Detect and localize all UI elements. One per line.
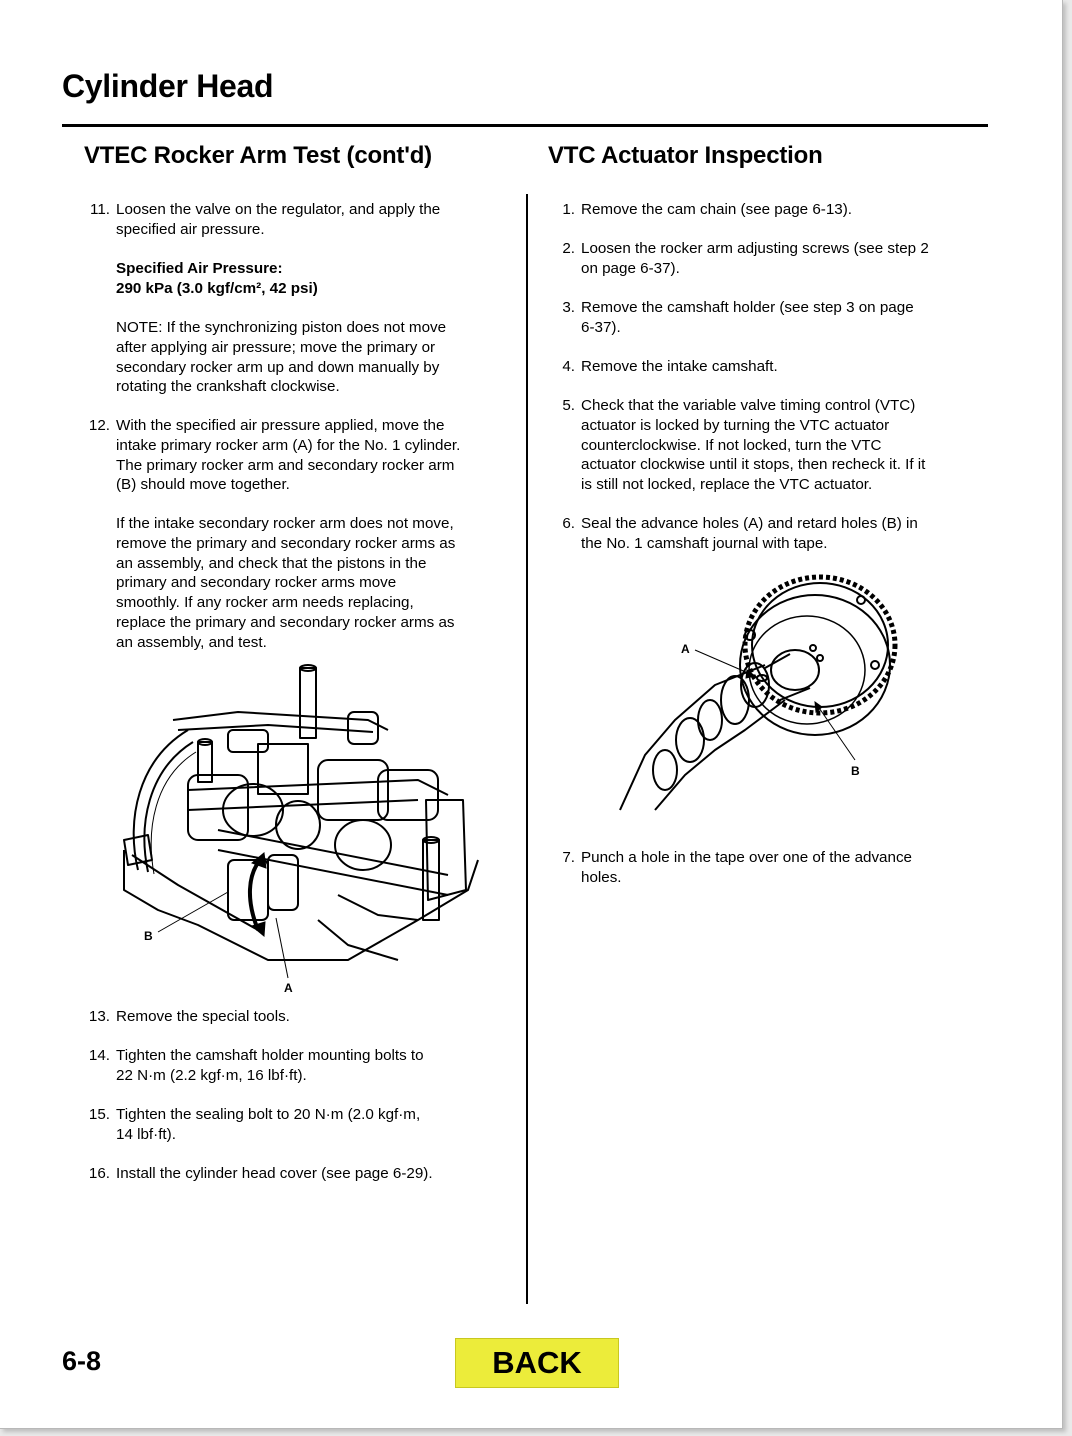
step-number: 7. (562, 849, 575, 866)
step-text: Seal the advance holes (A) and retard holes (B) in the No. 1 camshaft journal with tape. (581, 515, 918, 552)
figure-label-a: A (284, 981, 293, 995)
step-number: 12. (88, 417, 110, 434)
note-text: NOTE: If the synchronizing piston does not move after applying air pressure; move the primary or secondary rocker arm up and down manually by rotating the crankshaft clockwise. (116, 319, 447, 396)
figure-label-a: A (681, 642, 690, 656)
step-text: Tighten the sealing bolt to 20 N·m (2.0 kgf·m, 14 lbf·ft). (116, 1106, 421, 1143)
column-divider (526, 194, 528, 1304)
page-number: 6-8 (62, 1346, 102, 1376)
step-text: Loosen the valve on the regulator, and apply the specified air pressure. (116, 201, 441, 238)
step-12-paragraph: If the intake secondary rocker arm does not move, remove the primary and secondary rocker arms as an assembly, and check that the pistons in the primary and secondary rocker arms move smoothly. If any rocker arm needs replacing, replace the primary and secondary rocker arms as an assembly, and test. (116, 515, 456, 651)
step-text: Tighten the camshaft holder mounting bolts to 22 N·m (2.2 kgf·m, 16 lbf·ft). (116, 1047, 424, 1084)
section-title-vtec: VTEC Rocker Arm Test (cont'd) (84, 142, 432, 169)
step-text: Remove the special tools. (116, 1008, 290, 1025)
section-title-vtc: VTC Actuator Inspection (548, 142, 823, 169)
step-text: Remove the camshaft holder (see step 3 on page 6-37). (581, 299, 914, 336)
step-text: Punch a hole in the tape over one of the advance holes. (581, 849, 912, 886)
figure-label-b: B (144, 929, 153, 943)
rocker-arm-illustration (118, 660, 503, 998)
spec-value: 290 kPa (3.0 kgf/cm², 42 psi) (116, 280, 318, 297)
step-number: 16. (88, 1165, 110, 1182)
step-number: 6. (562, 515, 575, 532)
back-button[interactable]: BACK (455, 1338, 619, 1388)
step-text: Remove the cam chain (see page 6-13). (581, 201, 852, 218)
step-text: Install the cylinder head cover (see page 6-29). (116, 1165, 433, 1182)
step-text: Remove the intake camshaft. (581, 358, 778, 375)
spec-label: Specified Air Pressure: (116, 260, 283, 277)
figure-label-b: B (851, 764, 860, 778)
step-number: 4. (562, 358, 575, 375)
step-number: 11. (90, 201, 110, 218)
vtc-actuator-illustration (615, 570, 905, 820)
step-number: 2. (562, 240, 575, 257)
step-number: 5. (562, 397, 575, 414)
step-text: With the specified air pressure applied, move the intake primary rocker arm (A) for the No. 1 cylinder. The primary rocker arm and secondary rocker arm (B) should move together. (116, 417, 461, 494)
page-title: Cylinder Head (62, 68, 274, 104)
step-number: 3. (562, 299, 575, 316)
step-text: Check that the variable valve timing control (VTC) actuator is locked by turning the VTC actuator counterclockwise. If not locked, turn the VTC actuator clockwise until it stops, then recheck it. If it is still not locked, replace the VTC actuator. (581, 397, 926, 494)
step-number: 1. (562, 201, 575, 218)
header-rule (62, 124, 988, 127)
step-number: 13. (88, 1008, 110, 1025)
step-number: 15. (88, 1106, 110, 1123)
step-text: Loosen the rocker arm adjusting screws (see step 2 on page 6-37). (581, 240, 929, 277)
step-number: 14. (88, 1047, 110, 1064)
